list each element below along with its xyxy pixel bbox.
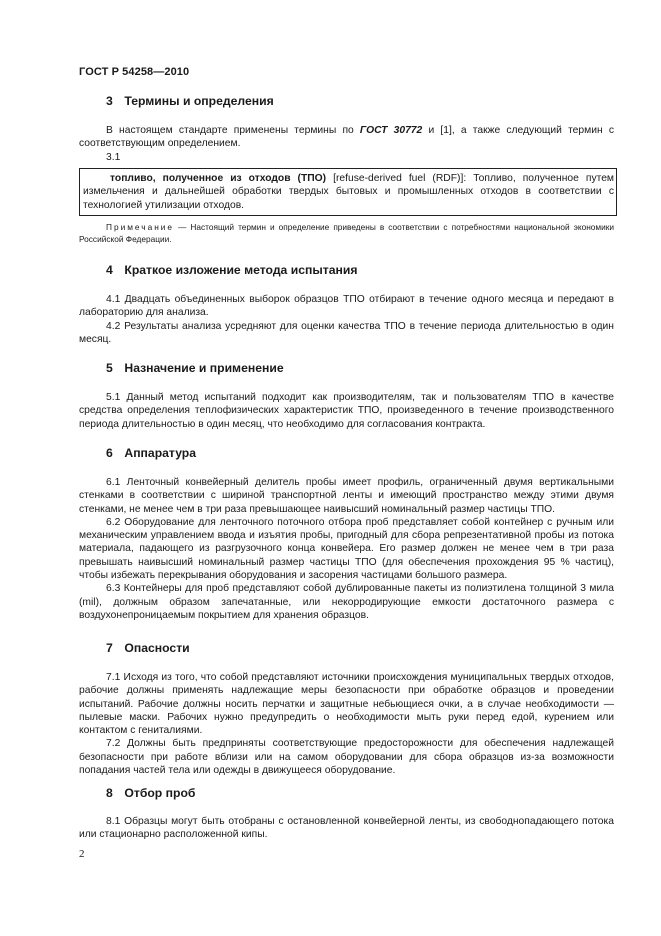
paragraph: 8.1 Образцы могут быть отобраны с остановленной конвейерной ленты, из свободнопадающего потока или стационарно расположенной кипы. <box>79 816 614 841</box>
section-6 <box>79 446 614 461</box>
paragraph: 4.1 Двадцать объединенных выборок образцов ТПО отбирают в течение одного месяца и передают в лабораторию для анализа. <box>79 294 614 319</box>
section-title: Краткое изложение метода испытания <box>124 263 358 277</box>
section-title: Отбор проб <box>124 786 196 800</box>
section-7 <box>79 641 614 656</box>
section-3 <box>79 94 614 109</box>
section-6-body <box>79 476 614 622</box>
section-5-body <box>79 391 614 431</box>
paragraph: 5.1 Данный метод испытаний подходит как производителям, так и пользователям ТПО в качестве средства определения теплофизических характеристик ТПО, произведенного в течение производственного периода длительностью в один месяц, что необходимо для согласования контракта. <box>79 392 614 430</box>
section-heading <box>106 641 614 656</box>
paragraph: 6.3 Контейнеры для проб представляют собой дублированные пакеты из полиэтилена толщиной 3 мила (mil), должным образом запечатанные, или некорродирующие емкости достаточного размера с воздухонепроницаемым покрытием для хранения образцов. <box>79 583 614 621</box>
section-7-body <box>79 671 614 777</box>
section-number: 4 <box>106 263 113 277</box>
section-heading <box>106 786 614 801</box>
note-text: — Настоящий термин и определение приведены в соответствии с потребностями национальной экономики Российской Федерации. <box>79 222 614 244</box>
paragraph: 7.2 Должны быть предприняты соответствующие предосторожности для обеспечения надлежащей безопасности при работе вблизи или на самом оборудовании для сбора образцов из-за возможности попадания частей тела или одежды в движущееся оборудование. <box>79 738 614 777</box>
paragraph: 6.1 Ленточный конвейерный делитель пробы имеет профиль, ограниченный двумя вертикальными стенками в соответствии с шириной транспортной ленты и имеющий пространство между этими двумя стенками, не менее чем в три раза превышающее наивысший номинальный размер частицы ТПО. <box>79 477 614 515</box>
section-title: Аппаратура <box>124 446 197 460</box>
term-name: топливо, полученное из отходов (ТПО) <box>110 173 327 184</box>
section-number: 3 <box>106 94 113 108</box>
section-heading <box>106 446 614 461</box>
paragraph: В настоящем стандарте применены термины по ГОСТ 30772 и [1], а также следующий термин с соответствующим определением. <box>79 125 614 150</box>
note-label: Примечание <box>106 222 175 232</box>
section-number: 7 <box>106 641 113 655</box>
section-heading <box>106 361 614 376</box>
section-title: Опасности <box>124 641 190 655</box>
section-8-body <box>79 815 614 842</box>
section-4 <box>79 263 614 278</box>
section-4-body <box>79 293 614 346</box>
page-number: 2 <box>79 848 85 860</box>
paragraph: 4.2 Результаты анализа усредняют для оценки качества ТПО в течение периода длительностью в один месяц. <box>79 320 614 345</box>
document-header: ГОСТ Р 54258—2010 <box>79 66 190 78</box>
section-heading <box>106 263 614 278</box>
note <box>79 221 614 245</box>
section-number: 5 <box>106 361 113 375</box>
standard-reference: ГОСТ 30772 <box>359 125 423 136</box>
section-3-intro <box>79 124 614 164</box>
section-8 <box>79 786 614 801</box>
paragraph: 7.1 Исходя из того, что собой представляют источники происхождения муниципальных твердых отходов, рабочие должны применять надлежащие меры безопасности при обработке образцов и проведении испытаний. Рабочие должны носить перчатки и защитные небьющиеся очки, а в случае необходимости — пылевые маски. Рабочих нужно предупредить о необходимости мыть руки перед едой, курением или контактом с гениталиями. <box>79 672 614 737</box>
section-number: 8 <box>106 786 113 800</box>
term-definition: топливо, полученное из отходов (ТПО) [refuse-derived fuel (RDF)]: Топливо, полученное путем измельчения и дальнейшей обработки твердых бытовых и промышленных отходов в соответствии с технологией утилизации отходов. <box>83 173 614 211</box>
section-5 <box>79 361 614 376</box>
term-definition-box <box>79 168 617 216</box>
section-title: Термины и определения <box>124 94 274 108</box>
section-title: Назначение и применение <box>124 361 284 375</box>
section-heading <box>106 94 614 109</box>
section-number: 6 <box>106 446 113 460</box>
term-number: 3.1 <box>106 151 121 163</box>
paragraph: 6.2 Оборудование для ленточного поточного отбора проб представляет собой контейнер с ручным или механическим управлением ввода и изъятия пробы, пригодный для сбора репрезентативной пробы из потока материала, падающего из разгрузочного конца конвейера. Его размер должен не менее чем в три раза превышать наивысший номинальный размер частицы ТПО (для обеспечения прохождения 95 % частиц), чтобы избежать перекрывания оборудования и засорения частицами большого размера. <box>79 516 614 582</box>
